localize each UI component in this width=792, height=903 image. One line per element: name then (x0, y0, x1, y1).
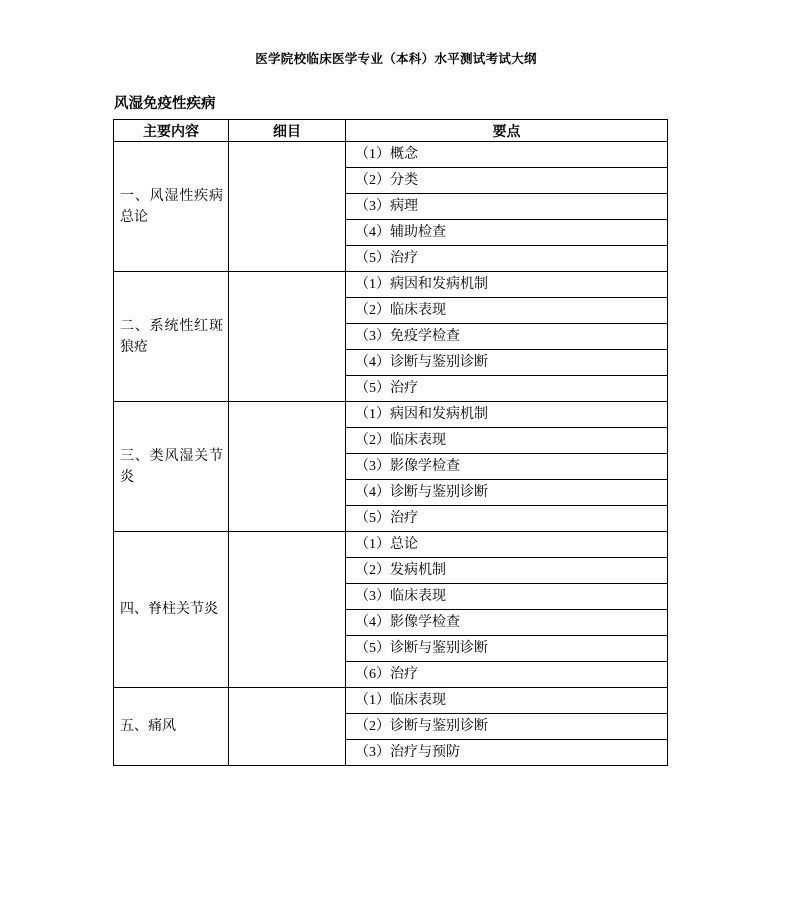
document-title: 医学院校临床医学专业（本科）水平测试考试大纲 (255, 52, 537, 66)
column-header-detail: 细目 (229, 120, 346, 142)
key-point-cell: （2）临床表现 (346, 298, 668, 324)
key-point-cell: （3）免疫学检查 (346, 324, 668, 350)
key-point-cell: （2）诊断与鉴别诊断 (346, 714, 668, 740)
group-label-cell: 三、类风湿关节炎 (114, 402, 229, 532)
group-label-cell: 二、系统性红斑狼疮 (114, 272, 229, 402)
section-title: 风湿免疫性疾病 (114, 96, 216, 112)
column-header-main-content: 主要内容 (114, 120, 229, 142)
key-point-cell: （1）病因和发病机制 (346, 402, 668, 428)
table-row (114, 272, 668, 298)
table-row (114, 532, 668, 558)
key-point-cell: （2）临床表现 (346, 428, 668, 454)
key-point-cell: （1）病因和发病机制 (346, 272, 668, 298)
group-detail-cell (229, 688, 346, 766)
key-point-cell: （3）治疗与预防 (346, 740, 668, 766)
key-point-cell: （5）治疗 (346, 506, 668, 532)
group-detail-cell (229, 272, 346, 402)
key-point-cell: （6）治疗 (346, 662, 668, 688)
key-point-cell: （5）诊断与鉴别诊断 (346, 636, 668, 662)
key-point-cell: （2）发病机制 (346, 558, 668, 584)
key-point-cell: （3）病理 (346, 194, 668, 220)
key-point-cell: （1）临床表现 (346, 688, 668, 714)
key-point-cell: （4）诊断与鉴别诊断 (346, 350, 668, 376)
key-point-cell: （3）临床表现 (346, 584, 668, 610)
key-point-cell: （1）总论 (346, 532, 668, 558)
table-row (114, 402, 668, 428)
outline-table (113, 119, 668, 766)
key-point-cell: （5）治疗 (346, 246, 668, 272)
key-point-cell: （5）治疗 (346, 376, 668, 402)
group-label-cell: 四、脊柱关节炎 (114, 532, 229, 688)
group-label-cell: 一、风湿性疾病总论 (114, 142, 229, 272)
column-header-key-points: 要点 (346, 120, 668, 142)
key-point-cell: （4）辅助检查 (346, 220, 668, 246)
key-point-cell: （2）分类 (346, 168, 668, 194)
group-label-cell: 五、痛风 (114, 688, 229, 766)
key-point-cell: （4）影像学检查 (346, 610, 668, 636)
group-detail-cell (229, 142, 346, 272)
group-detail-cell (229, 402, 346, 532)
key-point-cell: （3）影像学检查 (346, 454, 668, 480)
table-header-row (114, 120, 668, 142)
table-row (114, 142, 668, 168)
table-row (114, 688, 668, 714)
group-detail-cell (229, 532, 346, 688)
key-point-cell: （1）概念 (346, 142, 668, 168)
key-point-cell: （4）诊断与鉴别诊断 (346, 480, 668, 506)
